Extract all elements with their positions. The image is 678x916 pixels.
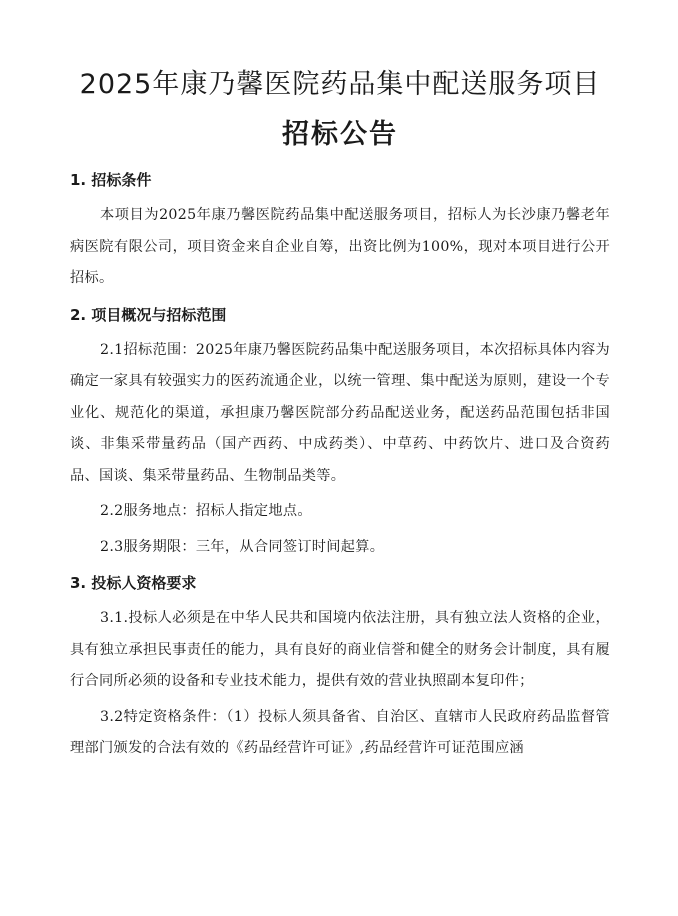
section-heading: 1. 招标条件 xyxy=(70,171,152,189)
section-paragraph: 2.1招标范围：2025年康乃馨医院药品集中配送服务项目，本次招标具体内容为确定一家具有较强实力的医药流通企业，以统一管理、集中配送为原则，建设一个专业化、规范化的渠道，承担康乃馨医院部分药品配送业务，配送药品范围包括非国谈、非集采带量药品（国产西药、中成药类）、中草药、中药饮片、进口及合资药品、国谈、集采带量药品、生物制品类等。 xyxy=(70,341,610,484)
document-subtitle: 招标公告 xyxy=(282,119,398,150)
section-heading: 3. 投标人资格要求 xyxy=(70,574,197,592)
section-3 xyxy=(70,569,610,765)
section-paragraph: 2.2服务地点：招标人指定地点。 xyxy=(100,503,312,519)
section-paragraph: 3.1.投标人必须是在中华人民共和国境内依法注册，具有独立法人资格的企业，具有独立承担民事责任的能力，具有良好的商业信誉和健全的财务会计制度，具有履行合同所必须的设备和专业技术能力，提供有效的营业执照副本复印件； xyxy=(70,610,610,689)
section-paragraph: 2.3服务期限：三年，从合同签订时间起算。 xyxy=(100,538,385,555)
section-paragraph: 本项目为2025年康乃馨医院药品集中配送服务项目，招标人为长沙康乃馨老年病医院有限公司，项目资金来自企业自筹，出资比例为100%，现对本项目进行公开招标。 xyxy=(70,207,610,286)
section-2 xyxy=(70,301,610,564)
document-title: 2025年康乃馨医院药品集中配送服务项目 xyxy=(79,69,601,100)
section-heading: 2. 项目概况与招标范围 xyxy=(70,305,227,324)
section-1 xyxy=(70,166,610,295)
section-paragraph: 3.2特定资格条件：（1）投标人须具备省、自治区、直辖市人民政府药品监督管理部门颁发的合法有效的《药品经营许可证》,药品经营许可证范围应涵 xyxy=(70,708,610,756)
